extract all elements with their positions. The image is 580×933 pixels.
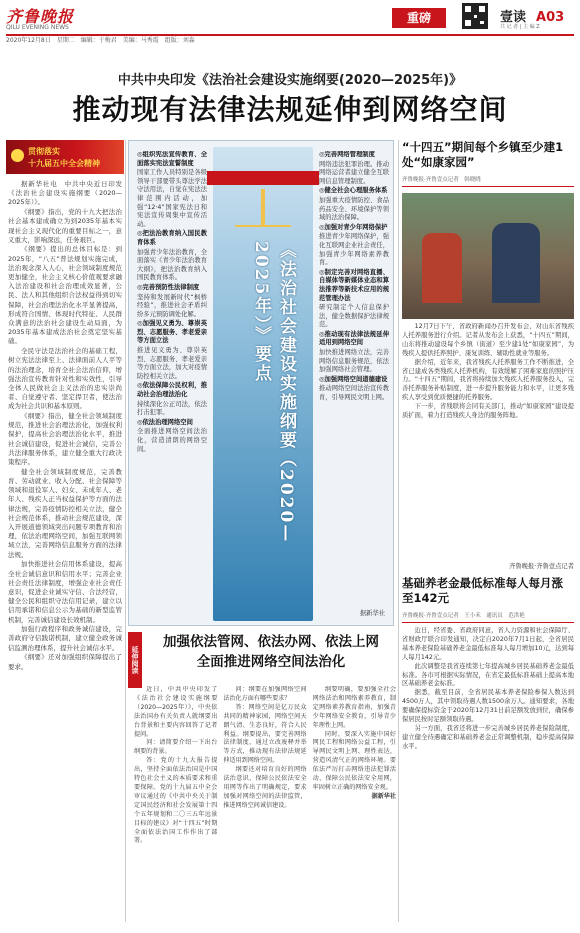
bottom-article [134, 686, 396, 922]
infographic-title [219, 241, 309, 571]
paragraph: 纲要明确，要加强全社会网络法治和网络素养教育，制定网络素养教育指南，加强青少年网络安全教育，引导青少年理性上网。 [312, 686, 396, 729]
side-tab: 延伸阅读 [128, 632, 142, 688]
paragraph: 12月7日下午，省政府新闻办召开发布会，对山东省残疾人托养服务进行介绍。记者从发布会上获悉，“十四五”期间，山东将推动建设每个乡镇（街道）至少建1处“如康家园”，为残疾人提供托养照护、康复训练、辅助性就业等服务。 [402, 323, 574, 357]
paragraph: 健全社会领域制度规范，完善教育、劳动就业、收入分配、社会保障等领域和退役军人、妇女、未成年人、老年人、残疾人正当权益保护等方面的法律法规，完善疫情防控相关立法，健全社会规范体系，推动社会规范建设，深入开展道德领域突出问题专项教育和治理，依法治理网络空间，加强互联网领域立法，完善网络信息服务方面的法律法规。 [8, 467, 122, 559]
edition-meta: 2020年12月8日 星期二 编辑：于梅君 美编：马秀霞 组版：刘淼 [6, 34, 574, 44]
section-tag: 重磅 [392, 8, 446, 28]
paragraph: 同时，要深入实施中国好网民工程和网络公益工程，引导网民文明上网、理性表达，营造风清气正的网络环境。要依法严厉打击网络违法犯罪活动，保障公民依法安全用网，牢固树立正确的网络安全观。 [312, 730, 396, 791]
vertical-title: 《法治社会建设实施纲要（2020—2025年）》要点 [251, 241, 296, 544]
paragraph: 《纲要》指出，党的十九大把法治社会基本建成确立为到2035年基本实现社会主义现代化的重要目标之一，意义重大，影响深远，任务艰巨。 [8, 208, 122, 244]
bottom-headline-line-2: 全面推进网络空间法治化 [196, 654, 346, 670]
point-body: 全面推进网络空间法治化，营造清朗的网络空间。 [137, 428, 207, 453]
point-body: 推进见义勇为、尊崇英烈、志愿服务、孝老爱亲等方面立法，加大对疫情防控相关立法。 [137, 347, 207, 380]
paragraph: 问：请简要介绍一下出台纲要的背景。 [134, 739, 218, 756]
point-item [137, 382, 207, 399]
point-item [137, 230, 207, 247]
point-item [319, 376, 389, 385]
point-heading: ◎依法保障公民权利，推动社会治理法治化 [137, 382, 207, 399]
point-heading: ◎组织宪法宣传教育、全面落实宪法宣誓制度 [137, 151, 207, 167]
page-sub: 共 记 者 | 主 编 Z [500, 24, 540, 30]
paragraph: 近日，中共中央印发了《法治社会建设实施纲要（2020—2025年）》，中央依法治国办有关负责人就纲要出台背景和主要内容回答了记者提问。 [134, 686, 218, 738]
paragraph: 据新华社电 中共中央近日印发《法治社会建设实施纲要（2020—2025年）》。 [8, 180, 122, 207]
bottom-col-2 [223, 686, 306, 922]
point-item [137, 151, 207, 168]
point-item [319, 269, 389, 303]
infographic-col-1 [137, 151, 207, 621]
right-author: 齐鲁晚报·齐鲁壹点记者 [509, 563, 574, 570]
kicker: 中共中央印发《法治社会建设实施纲要(2020—2025年)》 [117, 73, 463, 88]
masthead [0, 0, 580, 44]
photo-figure [492, 223, 540, 303]
point-heading: ◎加强网络空间道德建设 [319, 375, 388, 383]
point-heading: ◎健全社会心理服务体系 [319, 187, 388, 195]
point-heading: ◎完善网络管理制度 [319, 151, 375, 158]
newspaper-logo: 齐鲁晚报 [6, 7, 75, 26]
point-item [137, 284, 207, 293]
point-body: 推动网络空间法治宣传教育，引导网民文明上网。 [319, 385, 389, 402]
party-emblem-icon [11, 149, 24, 162]
right-column [402, 140, 574, 933]
point-item [319, 331, 389, 348]
logo-subtitle: QILU EVENING NEWS [6, 24, 69, 31]
bottom-headline [148, 632, 394, 672]
news-photo [402, 193, 574, 319]
point-heading: ◎把法治教育纳入国民教育体系 [137, 230, 207, 246]
paragraph: 另一方面，我省还将进一步完善城乡居民养老保险制度，建立健全待遇确定和基础养老金正常调整机制，稳步提高保障水平。 [402, 724, 574, 750]
qr-code-icon [462, 3, 488, 29]
point-body: 加快推进网络立法，完善网络信息服务规范，依法加强网络社会管理。 [319, 349, 389, 374]
bottom-headline-line-1: 加强依法管网、依法办网、依法上网 [163, 634, 379, 650]
point-item [319, 187, 389, 196]
page-number [500, 6, 565, 30]
paragraph: 《纲要》还对加强组织保障提出了要求。 [8, 653, 122, 671]
paragraph: 加快推进社会信用体系建设，提高全社会诚信意识和信用水平；完善企业社会责任法律制度，增强企业社会责任意识，促进企业诚实守信、合法经营，健全公民和组织守法信用记录，建立以信用承诺和信息公示为基础的新型监管机制，完善诚信建设长效机制。 [8, 560, 122, 624]
point-heading: ◎制定完善对网络直播、自媒体等新媒体业态和算法推荐等新技术应用的规范管理办法 [319, 268, 389, 302]
point-item [319, 224, 389, 233]
left-article [8, 180, 122, 920]
point-body: 国家工作人员特别是各级领导干部要带头尊法学法守法用法，自觉在宪法法律范围内活动，加强“12·4”国家宪法日和宪法宣传周集中宣传活动。 [137, 169, 207, 228]
paragraph: 《纲要》指出，健全社会领域制度规范，推进社会治理法治化，加强权利保护，提高社会治理法治化水平，推进社会诚信建设，促进社会诚信，完善公共法律服务体系，建立健全重大行政决策程序。 [8, 412, 122, 467]
page-label: 壹读 [500, 10, 527, 25]
main-headline: 推动现有法律法规延伸到网络空间 [72, 93, 508, 126]
paragraph: 加强行政程序和政务诚信建设，完善政府守信践诺机制，建立健全政务诚信监测治理体系，提升社会诚信水平。 [8, 625, 122, 652]
photo-figure [422, 233, 462, 303]
point-item [319, 151, 389, 160]
infographic-col-2 [319, 151, 389, 621]
paragraph: 答：网络空间是亿万民众共同的精神家园，网络空间天朗气清、生态良好，符合人民利益。纲要提出，要完善网络法律制度，通过立改废释并举等方式，推动现有法律法规延伸适用到网络空间。 [223, 703, 307, 765]
paragraph: 近日，经省委、省政府同意，省人力资源和社会保障厅、省财政厅联合印发通知，决定自2020年7月1日起，全省居民基本养老保险基础养老金最低标准每人每月增加10元，达到每人每月142元。 [402, 627, 574, 661]
point-heading: ◎加强对青少年网络保护 [319, 223, 388, 231]
paragraph: 据介绍，近年来，我省残疾人托养服务工作不断推进，全省已建成各类残疾人托养机构，有效缓解了困难家庭的照护压力。“十四五”期间，我省将持续加大残疾人托养服务投入，完善托养服务补贴制度，进一步提升服务能力和水平，让更多残疾人享受到优质便捷的托养服务。 [402, 358, 574, 402]
point-body: 研究制定个人信息保护法，健全数据保护法律规范。 [319, 304, 389, 329]
bottom-col-1 [134, 686, 217, 922]
bottom-signature: 据新华社 [371, 792, 396, 800]
right-headline: “十四五”期间每个乡镇至少建1处“如康家园” [402, 140, 564, 169]
point-body: 推进青少年网络保护，强化互联网企业社会责任，加强青少年网络素养教育。 [319, 233, 389, 267]
paragraph: 此次调整是我省连续第七年提高城乡居民基础养老金最低标准。各市可根据实际情况，在省定最低标准基础上提高本地区基础养老金标准。 [402, 662, 574, 688]
page-num: A03 [536, 10, 565, 25]
point-body: 网络违法犯罪治理。推动网络运营者建立健全互联网信息管理制度。 [319, 160, 389, 185]
point-body: 坚持和发展新时代“枫桥经验”，推进社会矛盾纠纷多元预防调处化解。 [137, 293, 207, 318]
paragraph: 下一步，省残联将会同有关部门，推动“如康家园”建设提质扩面，着力打造残疾人身边的服务阵地。 [402, 403, 574, 420]
point-heading: ◎完善预防性法律制度 [137, 283, 200, 291]
paragraph: 纲要还对培育良好的网络法治意识、保障公民依法安全用网等作出了明确规定，要求加强对网络空间的法律监管，推进网络空间诚信建设。 [223, 766, 307, 809]
point-body: 加强青少年法治教育，全面落实《青少年法治教育大纲》，把法治教育纳入国民教育体系。 [137, 248, 207, 282]
point-heading: ◎加强见义勇为、尊崇英烈、志愿服务、孝老爱亲等方面立法 [137, 320, 207, 345]
banner-line-2: 十九届五中全会精神 [28, 159, 100, 168]
right-article-body [402, 323, 574, 561]
point-heading: ◎推动现有法律法规延伸适用到网络空间 [319, 330, 389, 347]
paragraph: 《纲要》提出的总体目标是：到2025年，“八五”普法规划实施完成，法治观念深入人心，社会领域制度规范更加健全，社会主义核心价值观要求融入法治建设和社会治理成效显著，公民、法人和其他组织合法权益得到切实保障，社会治理法治化水平显著提高，形成符合国情、体现时代特征、人民群众满意的法治社会建设生动局面，为2035年基本建成法治社会奠定坚实基础。 [8, 245, 122, 346]
point-body: 加强重大疫情防控、食品药品安全、环境保护等领域的法治保障。 [319, 196, 389, 222]
infographic [128, 140, 394, 626]
right-headline-2: 基础养老金最低标准每人每月涨至142元 [402, 576, 563, 605]
column-divider [125, 140, 126, 922]
paragraph: 答：党的十九大报告提出，坚持全面依法治国是中国特色社会主义的本质要求和重要保障。党的十九届五中全会审议通过的《中共中央关于制定国民经济和社会发展第十四个五年规划和二〇三五年远景目标的建议》对“十四五”时期全面依法治国工作作出了部署。 [134, 757, 218, 845]
scales-of-justice-icon [235, 187, 291, 227]
paragraph: 问：纲要在加强网络空间法治化方面有哪些要求？ [223, 686, 307, 702]
ribbon-decoration [207, 171, 319, 185]
point-heading: ◎依法治理网络空间 [137, 418, 193, 426]
right-article-body-2 [402, 627, 574, 933]
right-byline-2: 齐鲁晚报·齐鲁壹点记者 王小禾 通讯员 范洪艳 [402, 611, 574, 623]
right-byline: 齐鲁晚报·齐鲁壹点记者 韩晓晓 [402, 175, 574, 187]
paragraph: 全民守法是法治社会的基础工程，树立宪法法律至上、法律面前人人平等的法治理念，培育全社会法治信仰，增强法治宣传教育针对性和实效性，引导全体人民做社会主义法治的忠实崇尚者、自觉遵守者、坚定捍卫者，使法治成为社会共识和基本原则。 [8, 347, 122, 411]
point-item [137, 419, 207, 428]
theme-banner [6, 140, 124, 174]
bottom-col-3 [313, 686, 396, 922]
column-divider [398, 140, 399, 922]
paragraph: 据悉，截至目前，全省居民基本养老保险参保人数达到4500万人，其中领取待遇人数1500余万人。通知要求，各地要确保提标资金于2020年12月31日前足额发放到位，确保参保居民按时足额领取待遇。 [402, 689, 574, 724]
infographic-byline: 据新华社 [359, 610, 385, 617]
banner-line-1: 贯彻落实 [28, 147, 60, 156]
point-item [137, 320, 207, 346]
point-body: 持续深化公正司法，依法打击犯罪。 [137, 400, 207, 417]
